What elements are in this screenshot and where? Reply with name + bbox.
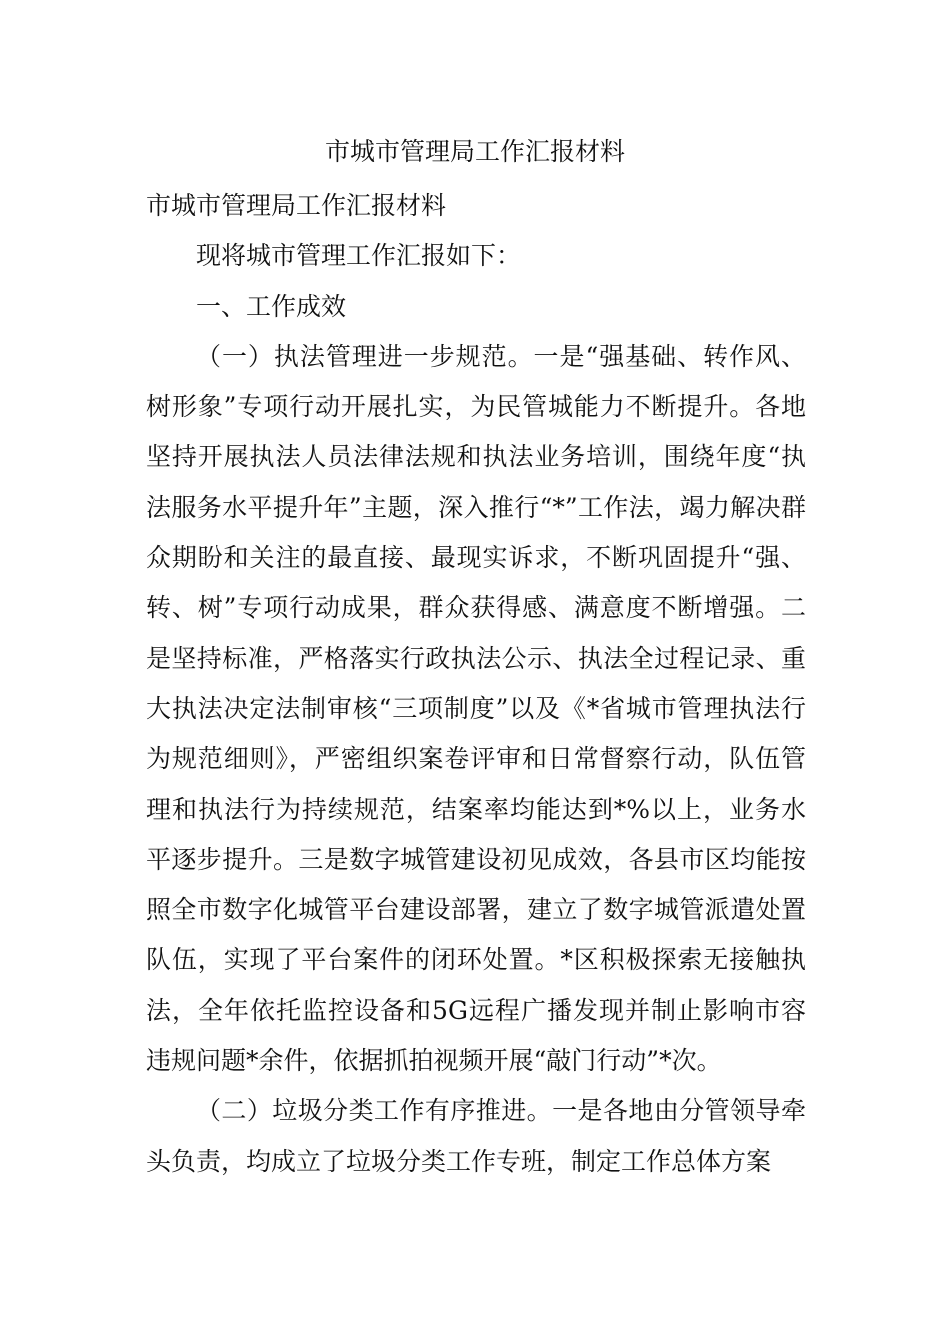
paragraph-enforcement: （一）执法管理进一步规范。一是“强基础、转作风、树形象”专项行动开展扎实，为民管城能力不断提升。各地坚持开展执法人员法律法规和执法业务培训，围绕年度“执法服务水平提升年”主题，深入推行“*”工作法，竭力解决群众期盼和关注的最直接、最现实诉求，不断巩固提升“强、转、树”专项行动成果，群众获得感、满意度不断增强。二是坚持标准，严格落实行政执法公示、执法全过程记录、重大执法决定法制审核“三项制度”以及《*省城市管理执法行为规范细则》，严密组织案卷评审和日常督察行动，队伍管理和执法行为持续规范，结案率均能达到*%以上，业务水平逐步提升。三是数字城管建设初见成效，各县市区均能按照全市数字化城管平台建设部署，建立了数字城管派遣处置队伍，实现了平台案件的闭环处置。*区积极探索无接触执法，全年依托监控设备和5G远程广播发现并制止影响市容违规问题*余件，依据抓拍视频开展“敲门行动”*次。 — [146, 341, 806, 1076]
document-subtitle: 市城市管理局工作汇报材料 — [146, 191, 447, 220]
paragraph-garbage-sorting: （二）垃圾分类工作有序推进。一是各地由分管领导牵头负责，均成立了垃圾分类工作专班，制定工作总体方案 — [146, 1096, 806, 1176]
intro-paragraph: 现将城市管理工作汇报如下： — [196, 241, 522, 271]
document-title: 市城市管理局工作汇报材料 — [324, 137, 625, 166]
document-body — [146, 181, 806, 1187]
section-heading: 一、工作成效 — [196, 291, 347, 321]
